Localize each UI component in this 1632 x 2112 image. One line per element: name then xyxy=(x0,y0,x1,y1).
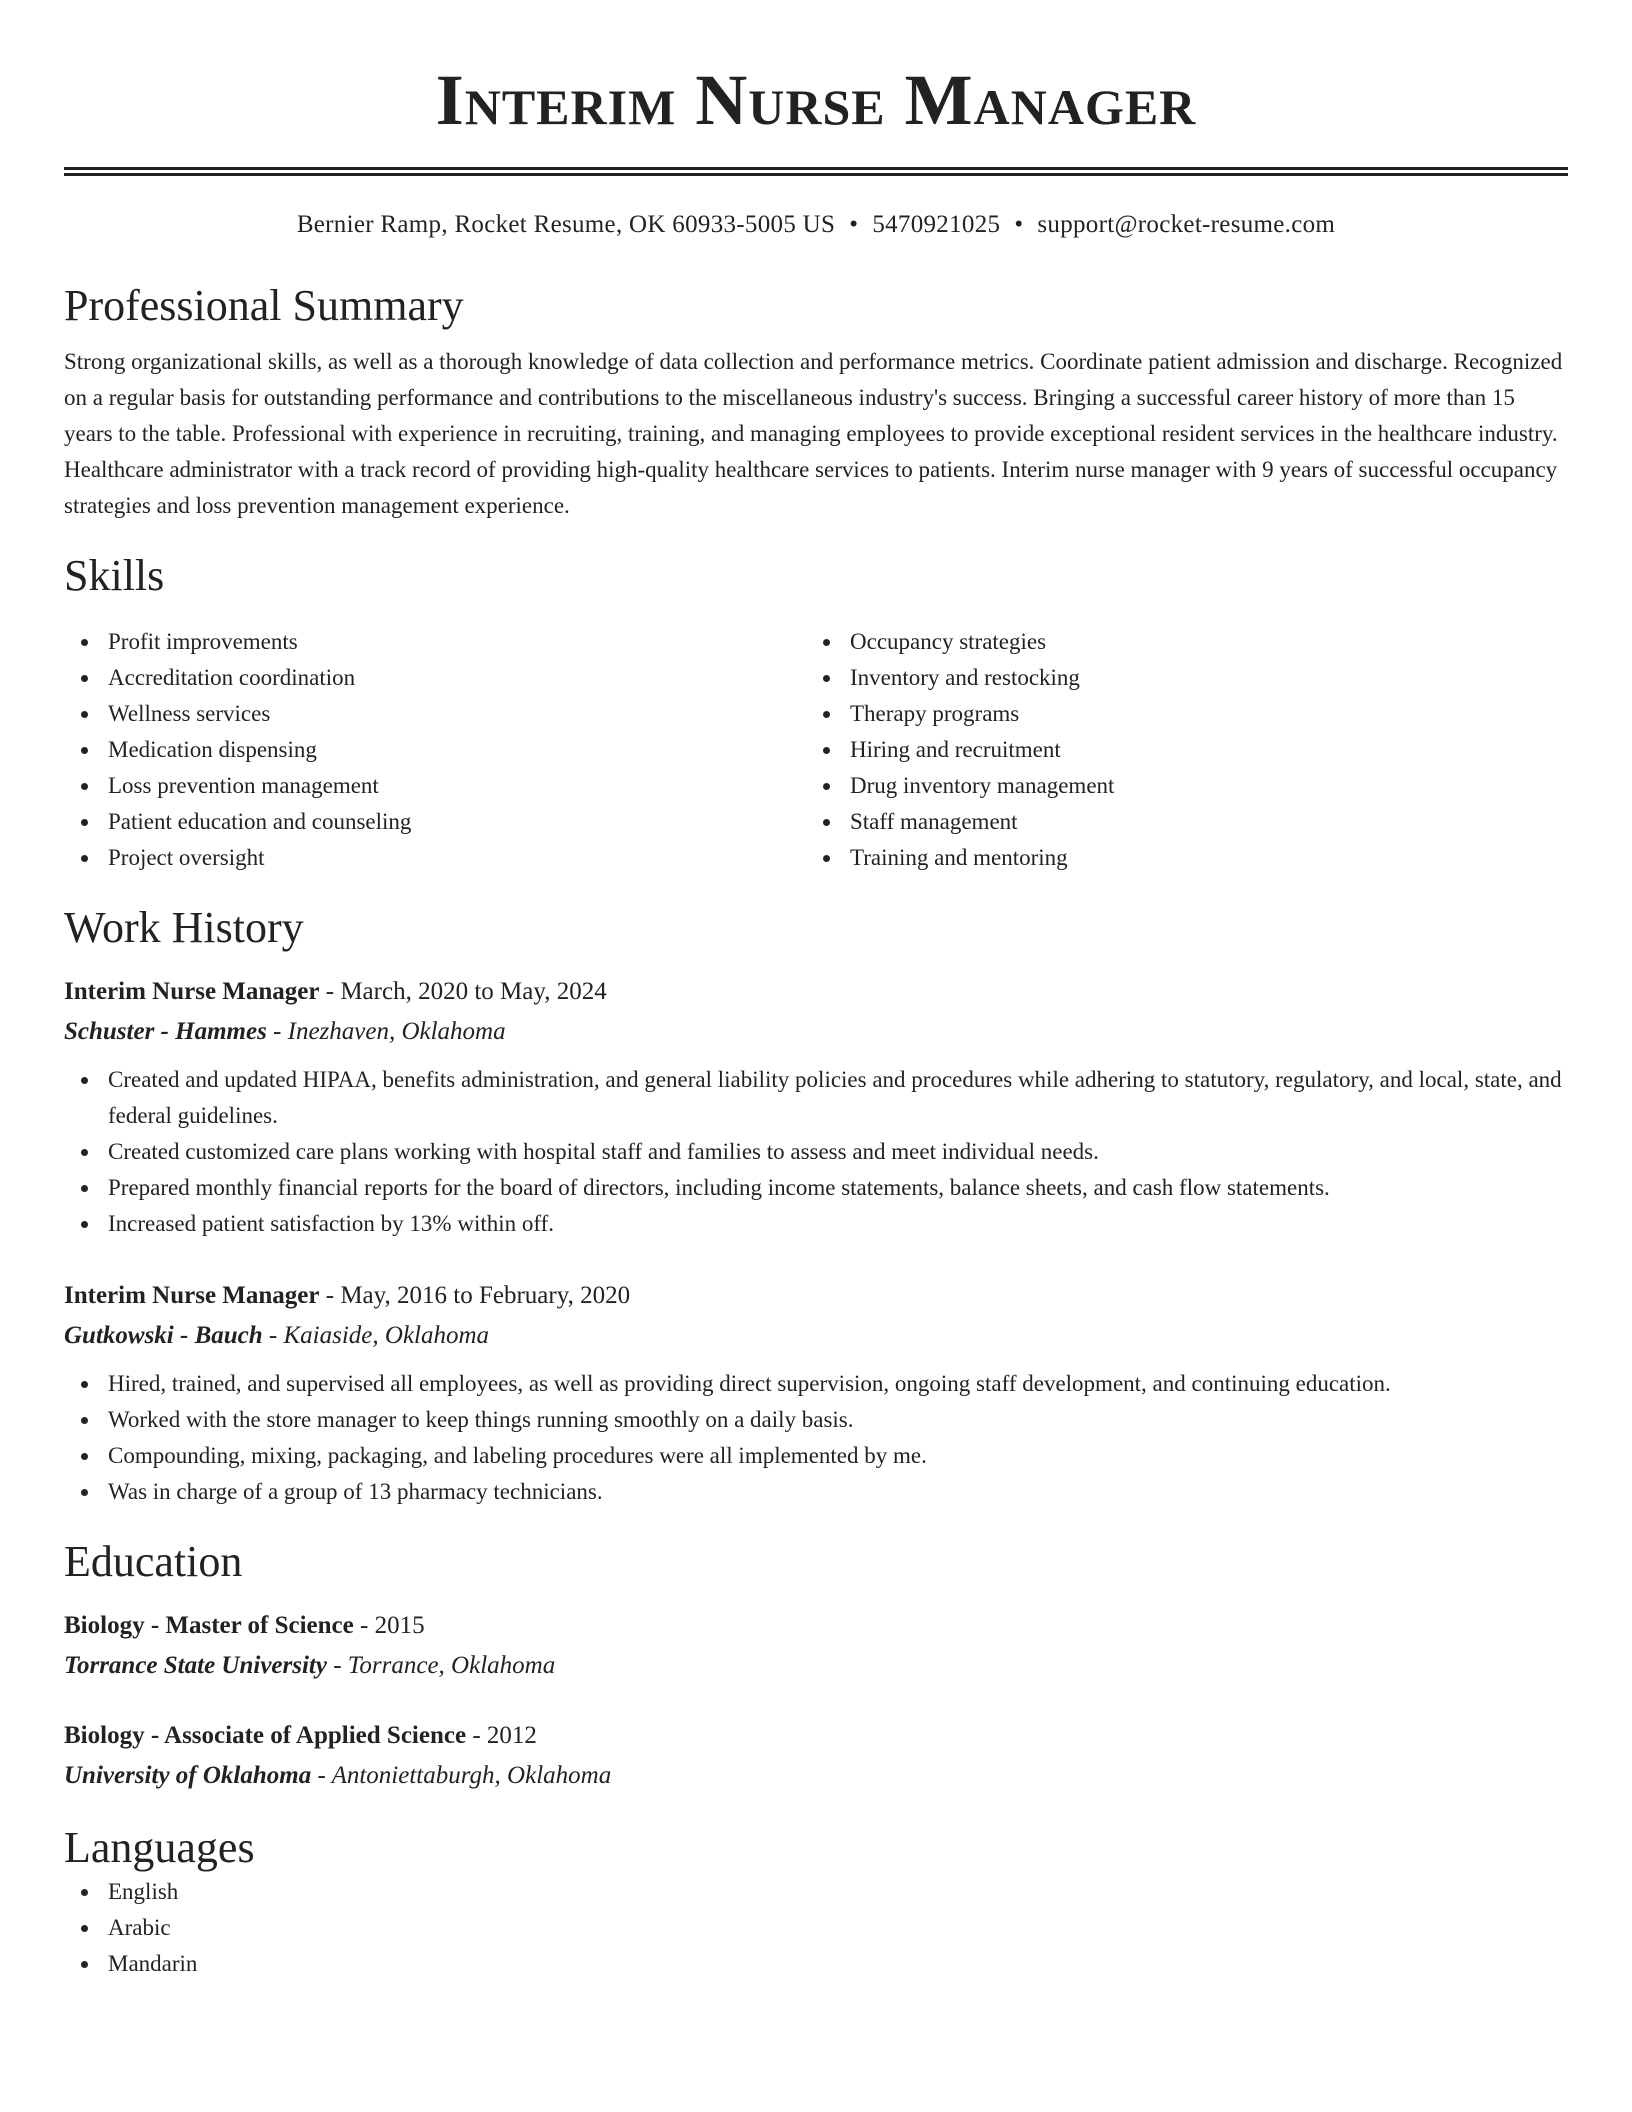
job-bullet: Prepared monthly financial reports for the board of directors, including income statements, balance sheets, and cash flow statements. xyxy=(64,1170,1568,1206)
job-company-line xyxy=(64,1316,1568,1356)
resume-title: Interim Nurse Manager xyxy=(435,60,1197,140)
education-year: - 2012 xyxy=(466,1722,537,1749)
job-location: - Inezhaven, Oklahoma xyxy=(266,1018,506,1045)
skill-item: Patient education and counseling xyxy=(64,804,806,840)
bullet-icon xyxy=(823,855,830,862)
bullet-icon xyxy=(823,819,830,826)
job-bullet: Created customized care plans working with hospital staff and families to assess and meet individual needs. xyxy=(64,1134,1568,1170)
skill-item: Training and mentoring xyxy=(806,840,1548,876)
education-heading xyxy=(64,1716,1568,1756)
bullet-icon xyxy=(823,711,830,718)
job-bullet: Increased patient satisfaction by 13% within off. xyxy=(64,1206,1568,1242)
job-bullet: Created and updated HIPAA, benefits administration, and general liability policies and procedures while adhering to statutory, regulatory, and local, state, and federal guidelines. xyxy=(64,1062,1568,1134)
education-school: University of Oklahoma xyxy=(64,1762,312,1789)
education-location: - Torrance, Oklahoma xyxy=(326,1652,556,1679)
separator-dot: • xyxy=(849,211,859,238)
bullet-icon xyxy=(81,1925,88,1932)
contact-phone: 5470921025 xyxy=(872,211,1001,238)
bullet-icon xyxy=(81,1381,88,1388)
bullet-icon xyxy=(81,675,88,682)
skill-item: Occupancy strategies xyxy=(806,624,1548,660)
bullet-icon xyxy=(81,1221,88,1228)
bullet-icon xyxy=(81,639,88,646)
bullet-icon xyxy=(81,1961,88,1968)
job-company-line xyxy=(64,1012,1568,1052)
education-school-line xyxy=(64,1646,1568,1686)
skill-item: Wellness services xyxy=(64,696,806,732)
bullet-icon xyxy=(823,783,830,790)
contact-line xyxy=(64,210,1568,240)
skill-item: Profit improvements xyxy=(64,624,806,660)
skill-item: Drug inventory management xyxy=(806,768,1548,804)
job-bullet: Compounding, mixing, packaging, and labeling procedures were all implemented by me. xyxy=(64,1438,1568,1474)
job-dates: - March, 2020 to May, 2024 xyxy=(319,978,607,1005)
skill-item: Staff management xyxy=(806,804,1548,840)
bullet-icon xyxy=(81,855,88,862)
education-entry xyxy=(64,1606,1568,1686)
section-title-skills: Skills xyxy=(64,551,165,600)
contact-address: Bernier Ramp, Rocket Resume, OK 60933-5005 US xyxy=(296,211,836,238)
resume-page xyxy=(64,0,1568,1982)
job-role: Interim Nurse Manager xyxy=(64,978,320,1005)
bullet-icon xyxy=(81,1077,88,1084)
job-heading xyxy=(64,972,1568,1012)
job-bullet: Hired, trained, and supervised all employees, as well as providing direct supervision, ongoing staff development, and continuing education. xyxy=(64,1366,1568,1402)
skills-column-right xyxy=(806,624,1548,876)
bullet-icon xyxy=(81,1489,88,1496)
language-item: Arabic xyxy=(64,1910,1568,1946)
bullet-icon xyxy=(81,1149,88,1156)
education-location: - Antoniettaburgh, Oklahoma xyxy=(311,1762,612,1789)
section-title-education: Education xyxy=(64,1537,243,1586)
skill-item: Accreditation coordination xyxy=(64,660,806,696)
skills-column-left xyxy=(64,624,806,876)
education-degree: Biology - Associate of Applied Science xyxy=(64,1722,467,1749)
education-degree: Biology - Master of Science xyxy=(64,1612,354,1639)
language-item: English xyxy=(64,1874,1568,1910)
skill-item: Inventory and restocking xyxy=(806,660,1548,696)
job-company: Gutkowski - Bauch xyxy=(64,1322,263,1349)
skill-item: Loss prevention management xyxy=(64,768,806,804)
job-company: Schuster - Hammes xyxy=(64,1018,267,1045)
education-school: Torrance State University xyxy=(64,1652,327,1679)
bullet-icon xyxy=(823,639,830,646)
separator-dot: • xyxy=(1014,211,1024,238)
bullet-icon xyxy=(81,783,88,790)
job-bullet: Worked with the store manager to keep things running smoothly on a daily basis. xyxy=(64,1402,1568,1438)
skill-item: Hiring and recruitment xyxy=(806,732,1548,768)
bullet-icon xyxy=(823,675,830,682)
title-divider xyxy=(64,167,1568,176)
bullet-icon xyxy=(81,819,88,826)
skills-grid xyxy=(64,624,1568,876)
job-entry xyxy=(64,1276,1568,1510)
bullet-icon xyxy=(81,1417,88,1424)
bullet-icon xyxy=(81,1453,88,1460)
contact-email: support@rocket-resume.com xyxy=(1037,211,1336,238)
summary-text: Strong organizational skills, as well as a thorough knowledge of data collection and performance metrics. Coordinate patient admission and discharge. Recognized on a regular basis for outstanding performance and contributions to the miscellaneous industry's success. Bringing a successful career history of more than 15 years to the table. Professional with experience in recruiting, training, and managing employees to provide exceptional resident services in the healthcare industry. Healthcare administrator with a track record of providing high-quality healthcare services to patients. Interim nurse manager with 9 years of successful occupancy strategies and loss prevention management experience. xyxy=(64,349,1563,518)
skill-item: Medication dispensing xyxy=(64,732,806,768)
bullet-icon xyxy=(823,747,830,754)
education-heading xyxy=(64,1606,1568,1646)
bullet-icon xyxy=(81,1889,88,1896)
job-entry xyxy=(64,972,1568,1242)
job-heading xyxy=(64,1276,1568,1316)
language-item: Mandarin xyxy=(64,1946,1568,1982)
job-location: - Kaiaside, Oklahoma xyxy=(262,1322,490,1349)
education-school-line xyxy=(64,1756,1568,1796)
section-title-work-history: Work History xyxy=(64,903,304,952)
skill-item: Project oversight xyxy=(64,840,806,876)
bullet-icon xyxy=(81,711,88,718)
bullet-icon xyxy=(81,1185,88,1192)
section-title-languages: Languages xyxy=(64,1823,255,1872)
job-role: Interim Nurse Manager xyxy=(64,1282,320,1309)
education-entry xyxy=(64,1716,1568,1796)
languages-list xyxy=(64,1874,1568,1982)
job-dates: - May, 2016 to February, 2020 xyxy=(319,1282,631,1309)
skill-item: Therapy programs xyxy=(806,696,1548,732)
bullet-icon xyxy=(81,747,88,754)
education-year: - 2015 xyxy=(353,1612,425,1639)
section-title-summary: Professional Summary xyxy=(64,281,464,330)
job-bullet: Was in charge of a group of 13 pharmacy technicians. xyxy=(64,1474,1568,1510)
